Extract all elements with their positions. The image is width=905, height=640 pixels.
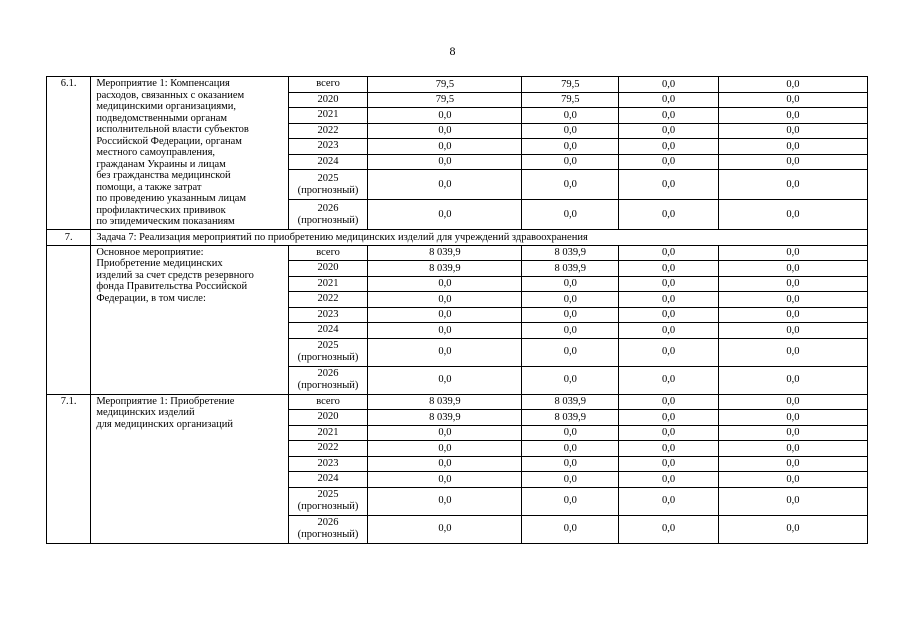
table-row <box>47 77 868 93</box>
item-number: 6.1. <box>47 77 91 230</box>
value-cell-col3: 0,0 <box>619 92 719 108</box>
year-label: 2026 <box>317 368 339 379</box>
value-cell-col3: 0,0 <box>619 515 719 543</box>
year-cell <box>288 515 368 543</box>
value-cell-col2: 0,0 <box>522 139 619 155</box>
value-cell-col3: 0,0 <box>619 139 719 155</box>
value-cell-col3: 0,0 <box>619 323 719 339</box>
item-name-line: расходов, связанных с оказанием <box>96 89 245 101</box>
value-cell-col4: 0,0 <box>718 487 867 515</box>
value-cell-col1: 0,0 <box>368 123 522 139</box>
item-name-line: помощи, а также затрат <box>96 181 202 193</box>
value-cell-col3: 0,0 <box>619 366 719 394</box>
value-cell-col1: 8 039,9 <box>368 394 522 410</box>
value-cell-col3: 0,0 <box>619 410 719 426</box>
value-cell-col4: 0,0 <box>718 472 867 488</box>
value-cell-col1: 0,0 <box>368 366 522 394</box>
value-cell-col3: 0,0 <box>619 261 719 277</box>
value-cell-col2: 0,0 <box>522 200 619 230</box>
value-cell-col1: 0,0 <box>368 323 522 339</box>
item-name-line: медицинских изделий <box>96 407 195 418</box>
task-number: 7. <box>47 230 91 246</box>
value-cell-col1: 0,0 <box>368 515 522 543</box>
value-cell-col1: 79,5 <box>368 92 522 108</box>
year-label: 2022 <box>317 293 339 305</box>
value-cell-col1: 0,0 <box>368 425 522 441</box>
value-cell-col2: 8 039,9 <box>522 410 619 426</box>
value-cell-col3: 0,0 <box>619 487 719 515</box>
year-cell <box>288 410 368 426</box>
value-cell-col2: 0,0 <box>522 276 619 292</box>
value-cell-col4: 0,0 <box>718 276 867 292</box>
value-cell-col3: 0,0 <box>619 394 719 410</box>
year-label: 2024 <box>317 324 339 336</box>
year-cell <box>288 170 368 200</box>
item-name-line: по эпидемическим показаниям <box>96 216 235 227</box>
value-cell-col4: 0,0 <box>718 394 867 410</box>
item-name-line: гражданам Украины и лицам <box>96 158 226 170</box>
value-cell-col2: 0,0 <box>522 154 619 170</box>
value-cell-col1: 0,0 <box>368 292 522 308</box>
year-cell <box>288 261 368 277</box>
year-label: 2024 <box>317 473 339 485</box>
year-label: всего <box>316 395 340 407</box>
value-cell-col4: 0,0 <box>718 139 867 155</box>
year-cell <box>288 154 368 170</box>
page-number: 8 <box>449 44 456 58</box>
item-number: 7.1. <box>47 394 91 543</box>
value-cell-col2: 0,0 <box>522 515 619 543</box>
item-name-line: исполнительной власти субъектов <box>96 124 249 135</box>
value-cell-col2: 0,0 <box>522 425 619 441</box>
value-cell-col3: 0,0 <box>619 170 719 200</box>
item-name-line: Российской Федерации, органам <box>96 135 242 147</box>
value-cell-col4: 0,0 <box>718 366 867 394</box>
value-cell-col1: 0,0 <box>368 154 522 170</box>
year-cell <box>288 456 368 472</box>
value-cell-col1: 0,0 <box>368 456 522 472</box>
value-cell-col4: 0,0 <box>718 425 867 441</box>
year-cell <box>288 472 368 488</box>
value-cell-col3: 0,0 <box>619 123 719 139</box>
item-name-line: фонда Правительства Российской <box>96 281 248 292</box>
value-cell-col2: 79,5 <box>522 92 619 108</box>
value-cell-col1: 0,0 <box>368 170 522 200</box>
value-cell-col3: 0,0 <box>619 154 719 170</box>
forecast-label: (прогнозный) <box>297 352 359 363</box>
value-cell-col2: 0,0 <box>522 487 619 515</box>
budget-table-body <box>47 77 868 544</box>
value-cell-col1: 0,0 <box>368 472 522 488</box>
year-label: 2024 <box>317 155 339 167</box>
value-cell-col1: 0,0 <box>368 338 522 366</box>
table-row <box>47 245 868 261</box>
value-cell-col4: 0,0 <box>718 154 867 170</box>
value-cell-col2: 0,0 <box>522 456 619 472</box>
value-cell-col1: 8 039,9 <box>368 261 522 277</box>
item-name <box>91 245 288 394</box>
forecast-label: (прогнозный) <box>297 501 359 512</box>
value-cell-col1: 0,0 <box>368 139 522 155</box>
year-label: всего <box>316 78 340 90</box>
value-cell-col2: 0,0 <box>522 108 619 124</box>
value-cell-col2: 8 039,9 <box>522 245 619 261</box>
value-cell-col2: 8 039,9 <box>522 394 619 410</box>
year-label: 2021 <box>317 277 339 289</box>
year-label: 2020 <box>317 93 339 105</box>
value-cell-col4: 0,0 <box>718 77 867 93</box>
year-cell <box>288 338 368 366</box>
value-cell-col2: 0,0 <box>522 441 619 457</box>
forecast-label: (прогнозный) <box>297 529 359 540</box>
item-name-line: местного самоуправления, <box>96 147 216 158</box>
value-cell-col3: 0,0 <box>619 307 719 323</box>
value-cell-col2: 8 039,9 <box>522 261 619 277</box>
item-name-line: Федерации, в том числе: <box>96 292 206 304</box>
value-cell-col3: 0,0 <box>619 292 719 308</box>
year-label: 2023 <box>317 308 339 320</box>
year-cell <box>288 245 368 261</box>
year-cell <box>288 425 368 441</box>
value-cell-col4: 0,0 <box>718 123 867 139</box>
value-cell-col1: 8 039,9 <box>368 410 522 426</box>
value-cell-col2: 79,5 <box>522 77 619 93</box>
item-name-line: Мероприятие 1: Приобретение <box>96 395 235 407</box>
table-row <box>47 394 868 410</box>
year-cell <box>288 123 368 139</box>
item-name <box>91 394 288 543</box>
value-cell-col4: 0,0 <box>718 92 867 108</box>
year-cell <box>288 487 368 515</box>
value-cell-col2: 0,0 <box>522 123 619 139</box>
value-cell-col1: 8 039,9 <box>368 245 522 261</box>
value-cell-col4: 0,0 <box>718 338 867 366</box>
task-row <box>47 230 868 246</box>
year-label: всего <box>316 246 340 258</box>
value-cell-col2: 0,0 <box>522 338 619 366</box>
value-cell-col3: 0,0 <box>619 425 719 441</box>
year-label: 2025 <box>317 172 339 184</box>
value-cell-col4: 0,0 <box>718 292 867 308</box>
value-cell-col4: 0,0 <box>718 410 867 426</box>
year-label: 2022 <box>317 124 339 136</box>
budget-table <box>46 76 868 544</box>
year-cell <box>288 441 368 457</box>
value-cell-col2: 0,0 <box>522 292 619 308</box>
item-name-line: без гражданства медицинской <box>96 170 231 181</box>
year-cell <box>288 307 368 323</box>
item-number <box>47 245 91 394</box>
value-cell-col4: 0,0 <box>718 108 867 124</box>
item-name-line: медицинскими организациями, <box>96 101 237 112</box>
item-name-line: для медицинских организаций <box>96 418 233 430</box>
forecast-label: (прогнозный) <box>297 184 359 196</box>
value-cell-col4: 0,0 <box>718 245 867 261</box>
year-label: 2025 <box>317 489 339 500</box>
value-cell-col3: 0,0 <box>619 472 719 488</box>
value-cell-col3: 0,0 <box>619 276 719 292</box>
year-cell <box>288 92 368 108</box>
item-name-line: Основное мероприятие: <box>96 246 204 258</box>
value-cell-col1: 0,0 <box>368 307 522 323</box>
year-cell <box>288 77 368 93</box>
value-cell-col2: 0,0 <box>522 170 619 200</box>
year-label: 2020 <box>317 262 339 274</box>
year-cell <box>288 108 368 124</box>
item-name-line: подведомственными органам <box>96 112 228 124</box>
year-cell <box>288 394 368 410</box>
value-cell-col3: 0,0 <box>619 456 719 472</box>
value-cell-col4: 0,0 <box>718 323 867 339</box>
value-cell-col3: 0,0 <box>619 441 719 457</box>
year-label: 2020 <box>317 411 339 423</box>
item-name-line: Приобретение медицинских <box>96 258 223 269</box>
year-label: 2026 <box>317 517 339 528</box>
year-label: 2023 <box>317 457 339 469</box>
year-cell <box>288 200 368 230</box>
value-cell-col4: 0,0 <box>718 441 867 457</box>
year-label: 2023 <box>317 140 339 152</box>
item-name-line: Мероприятие 1: Компенсация <box>96 78 230 89</box>
value-cell-col2: 0,0 <box>522 323 619 339</box>
item-name-line: изделий за счет средств резервного <box>96 269 254 281</box>
value-cell-col2: 0,0 <box>522 366 619 394</box>
value-cell-col2: 0,0 <box>522 472 619 488</box>
value-cell-col4: 0,0 <box>718 307 867 323</box>
value-cell-col4: 0,0 <box>718 456 867 472</box>
value-cell-col1: 79,5 <box>368 77 522 93</box>
year-label: 2025 <box>317 340 339 351</box>
year-cell <box>288 276 368 292</box>
forecast-label: (прогнозный) <box>297 380 359 391</box>
value-cell-col1: 0,0 <box>368 276 522 292</box>
year-label: 2021 <box>317 426 339 438</box>
task-title: Задача 7: Реализация мероприятий по приобретению медицинских изделий для учреждений здравоохранения <box>91 230 868 246</box>
item-name-line: по проведению указанным лицам <box>96 193 247 204</box>
value-cell-col4: 0,0 <box>718 170 867 200</box>
value-cell-col2: 0,0 <box>522 307 619 323</box>
year-label: 2022 <box>317 442 339 454</box>
forecast-label: (прогнозный) <box>297 214 359 226</box>
value-cell-col1: 0,0 <box>368 441 522 457</box>
value-cell-col3: 0,0 <box>619 200 719 230</box>
value-cell-col3: 0,0 <box>619 77 719 93</box>
year-cell <box>288 139 368 155</box>
year-label: 2026 <box>317 202 339 214</box>
value-cell-col4: 0,0 <box>718 515 867 543</box>
value-cell-col3: 0,0 <box>619 245 719 261</box>
year-cell <box>288 366 368 394</box>
item-name-line: профилактических прививок <box>96 204 226 216</box>
item-name <box>91 77 288 230</box>
year-cell <box>288 292 368 308</box>
year-cell <box>288 323 368 339</box>
year-label: 2021 <box>317 109 339 121</box>
value-cell-col4: 0,0 <box>718 261 867 277</box>
value-cell-col1: 0,0 <box>368 487 522 515</box>
value-cell-col1: 0,0 <box>368 200 522 230</box>
value-cell-col4: 0,0 <box>718 200 867 230</box>
value-cell-col3: 0,0 <box>619 338 719 366</box>
value-cell-col3: 0,0 <box>619 108 719 124</box>
value-cell-col1: 0,0 <box>368 108 522 124</box>
